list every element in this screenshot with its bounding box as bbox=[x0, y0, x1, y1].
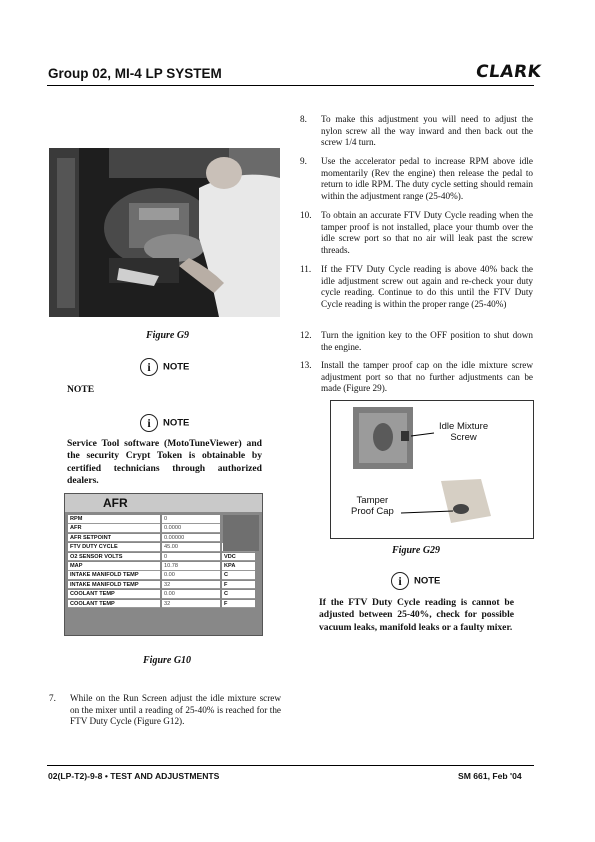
step-text: Turn the ignition key to the OFF position to shut down the engine. bbox=[321, 330, 533, 352]
mixer-inset-figure bbox=[330, 400, 534, 539]
afr-row-unit: F bbox=[222, 600, 255, 609]
step-10 bbox=[300, 210, 533, 257]
note-header-3 bbox=[391, 572, 440, 590]
note-header-1 bbox=[140, 358, 189, 376]
engine-photo bbox=[49, 148, 280, 317]
step-text: Use the accelerator pedal to increase RPM above idle momentarily (Rev the engine) then release the pedal to return to idle RPM. The duty cycle setting should remain within the adjustment range (25-40%). bbox=[321, 156, 533, 202]
afr-title: AFR bbox=[103, 496, 128, 510]
step-text: While on the Run Screen adjust the idle mixture screw on the mixer until a reading of 25-40% is reached for the FTV Duty Cycle (Figure G12). bbox=[70, 693, 281, 727]
afr-row-value: 0 bbox=[162, 515, 220, 524]
afr-row-value: 32 bbox=[162, 600, 220, 609]
step-number: 13. bbox=[300, 360, 312, 370]
step-8 bbox=[300, 114, 533, 149]
service-tool-note: Service Tool software (MotoTuneViewer) and the security Crypt Token is obtainable by certified technicians through authorized dealers. bbox=[67, 438, 262, 486]
afr-row-label: COOLANT TEMP bbox=[68, 600, 160, 609]
afr-screen bbox=[64, 493, 263, 636]
step-13 bbox=[300, 360, 533, 395]
afr-row-value: 0.00 bbox=[162, 571, 220, 580]
note-label: NOTE bbox=[414, 575, 441, 587]
afr-row-value: 0.0000 bbox=[162, 524, 220, 533]
info-icon: i bbox=[140, 358, 158, 376]
page-title: Group 02, MI-4 LP SYSTEM bbox=[48, 66, 222, 81]
afr-row-value: 32 bbox=[162, 581, 220, 590]
afr-side-panel bbox=[223, 515, 259, 551]
afr-row-unit: C bbox=[222, 571, 255, 580]
figure-g10-caption: Figure G10 bbox=[143, 655, 192, 666]
afr-row-label: COOLANT TEMP bbox=[68, 590, 160, 599]
afr-row-label: AFR bbox=[68, 524, 160, 533]
step-text: To make this adjustment you will need to adjust the nylon screw all the way inward and then back out the screw 1/4 turn. bbox=[321, 114, 533, 148]
figure-g29-caption: Figure G29 bbox=[392, 545, 441, 556]
note-header-2 bbox=[140, 414, 189, 432]
afr-row-label: INTAKE MANIFOLD TEMP bbox=[68, 571, 160, 580]
step-7 bbox=[49, 693, 281, 728]
afr-row-label: FTV DUTY CYCLE bbox=[68, 543, 160, 552]
header-rule bbox=[47, 85, 534, 86]
info-icon: i bbox=[140, 414, 158, 432]
info-icon: i bbox=[391, 572, 409, 590]
tamper-cap-label: Tamper Proof Cap bbox=[351, 495, 394, 517]
clark-logo: CLARK bbox=[474, 62, 543, 82]
step-number: 7. bbox=[49, 693, 56, 703]
afr-row-unit: C bbox=[222, 590, 255, 599]
afr-row-value: 0.00 bbox=[162, 590, 220, 599]
afr-row-unit: F bbox=[222, 581, 255, 590]
note-label: NOTE bbox=[163, 361, 190, 373]
afr-row-value: 10.78 bbox=[162, 562, 220, 571]
afr-row-label: AFR SETPOINT bbox=[68, 534, 160, 543]
step-text: Install the tamper proof cap on the idle mixture screw adjustment port so that no further adjustments can be made (Figure 29). bbox=[321, 360, 533, 394]
step-number: 9. bbox=[300, 156, 307, 166]
step-text: If the FTV Duty Cycle reading is above 40% back the idle adjustment screw out again and re-check your duty cycle reading. Continue to do this until the FTV Duty Cycle reading is within the proper range (25-40%) bbox=[321, 264, 533, 310]
figure-g9-caption: Figure G9 bbox=[146, 330, 190, 341]
step-11 bbox=[300, 264, 533, 311]
afr-row-value: 0.00000 bbox=[162, 534, 220, 543]
afr-title-bar bbox=[65, 494, 262, 512]
idle-mixture-label: Idle Mixture Screw bbox=[439, 421, 489, 443]
footer-right: SM 661, Feb '04 bbox=[458, 771, 522, 781]
ftv-note: If the FTV Duty Cycle reading is cannot be adjusted between 25-40%, check for possible vacuum leaks, manifold leaks or a faulty mixer. bbox=[319, 597, 514, 633]
afr-row-unit: VDC bbox=[222, 553, 255, 562]
step-12 bbox=[300, 330, 533, 353]
note-text-orphan: NOTE bbox=[67, 384, 95, 395]
footer-rule bbox=[47, 765, 534, 766]
step-number: 11. bbox=[300, 264, 312, 274]
note-label: NOTE bbox=[163, 417, 190, 429]
step-number: 12. bbox=[300, 330, 312, 340]
step-text: To obtain an accurate FTV Duty Cycle reading when the tamper proof is not installed, place your thumb over the idle screw port so that no air will leak past the screw threads. bbox=[321, 210, 533, 256]
step-number: 10. bbox=[300, 210, 312, 220]
afr-row-value: 45.00 bbox=[162, 543, 220, 552]
step-number: 8. bbox=[300, 114, 307, 124]
afr-row-label: O2 SENSOR VOLTS bbox=[68, 553, 160, 562]
step-9 bbox=[300, 156, 533, 203]
afr-row-value: 0 bbox=[162, 553, 220, 562]
footer-left: 02(LP-T2)-9-8 • TEST AND ADJUSTMENTS bbox=[48, 771, 220, 781]
afr-row-unit: KPA bbox=[222, 562, 255, 571]
afr-row-label: INTAKE MANIFOLD TEMP bbox=[68, 581, 160, 590]
afr-row-label: RPM bbox=[68, 515, 160, 524]
afr-row-label: MAP bbox=[68, 562, 160, 571]
